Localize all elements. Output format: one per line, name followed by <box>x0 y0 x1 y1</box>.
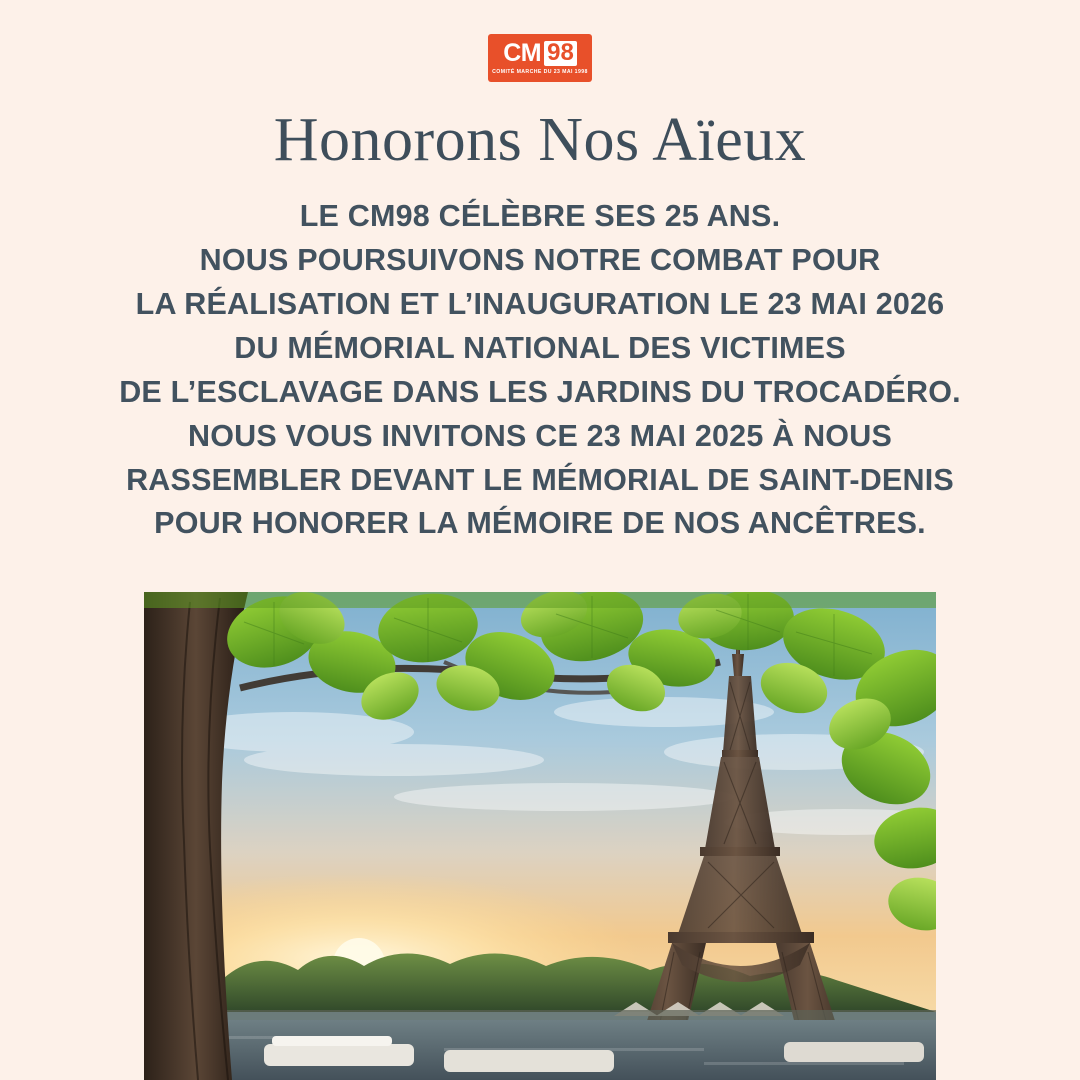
page-title: Honorons Nos Aïeux <box>273 106 807 174</box>
announcement-line: DE L’ESCLAVAGE DANS LES JARDINS DU TROCADÉRO. <box>119 374 961 409</box>
announcement-line: POUR HONORER LA MÉMOIRE DE NOS ANCÊTRES. <box>154 506 926 541</box>
announcement-line: NOUS POURSUIVONS NOTRE COMBAT POUR <box>199 243 881 277</box>
announcement-line: DU MÉMORIAL NATIONAL DES VICTIMES <box>234 330 846 365</box>
announcement-line: NOUS VOUS INVITONS CE 23 MAI 2025 À NOUS <box>187 418 893 453</box>
logo-text-cm: CM <box>503 39 542 67</box>
eiffel-tower-photo <box>144 592 936 1080</box>
announcement-line: LA RÉALISATION ET L’INAUGURATION LE 23 MAI 2026 <box>135 286 945 321</box>
announcement-line: LE CM98 CÉLÈBRE SES 25 ANS. <box>299 199 781 234</box>
cm98-logo-icon <box>488 34 592 82</box>
logo-wordmark <box>503 41 577 66</box>
logo-text-98: 98 <box>544 41 577 66</box>
logo-tagline: COMITÉ MARCHE DU 23 MAI 1998 <box>492 68 588 76</box>
announcement-line: RASSEMBLER DEVANT LE MÉMORIAL DE SAINT-DENIS <box>126 462 954 497</box>
announcement-text <box>60 195 1020 546</box>
